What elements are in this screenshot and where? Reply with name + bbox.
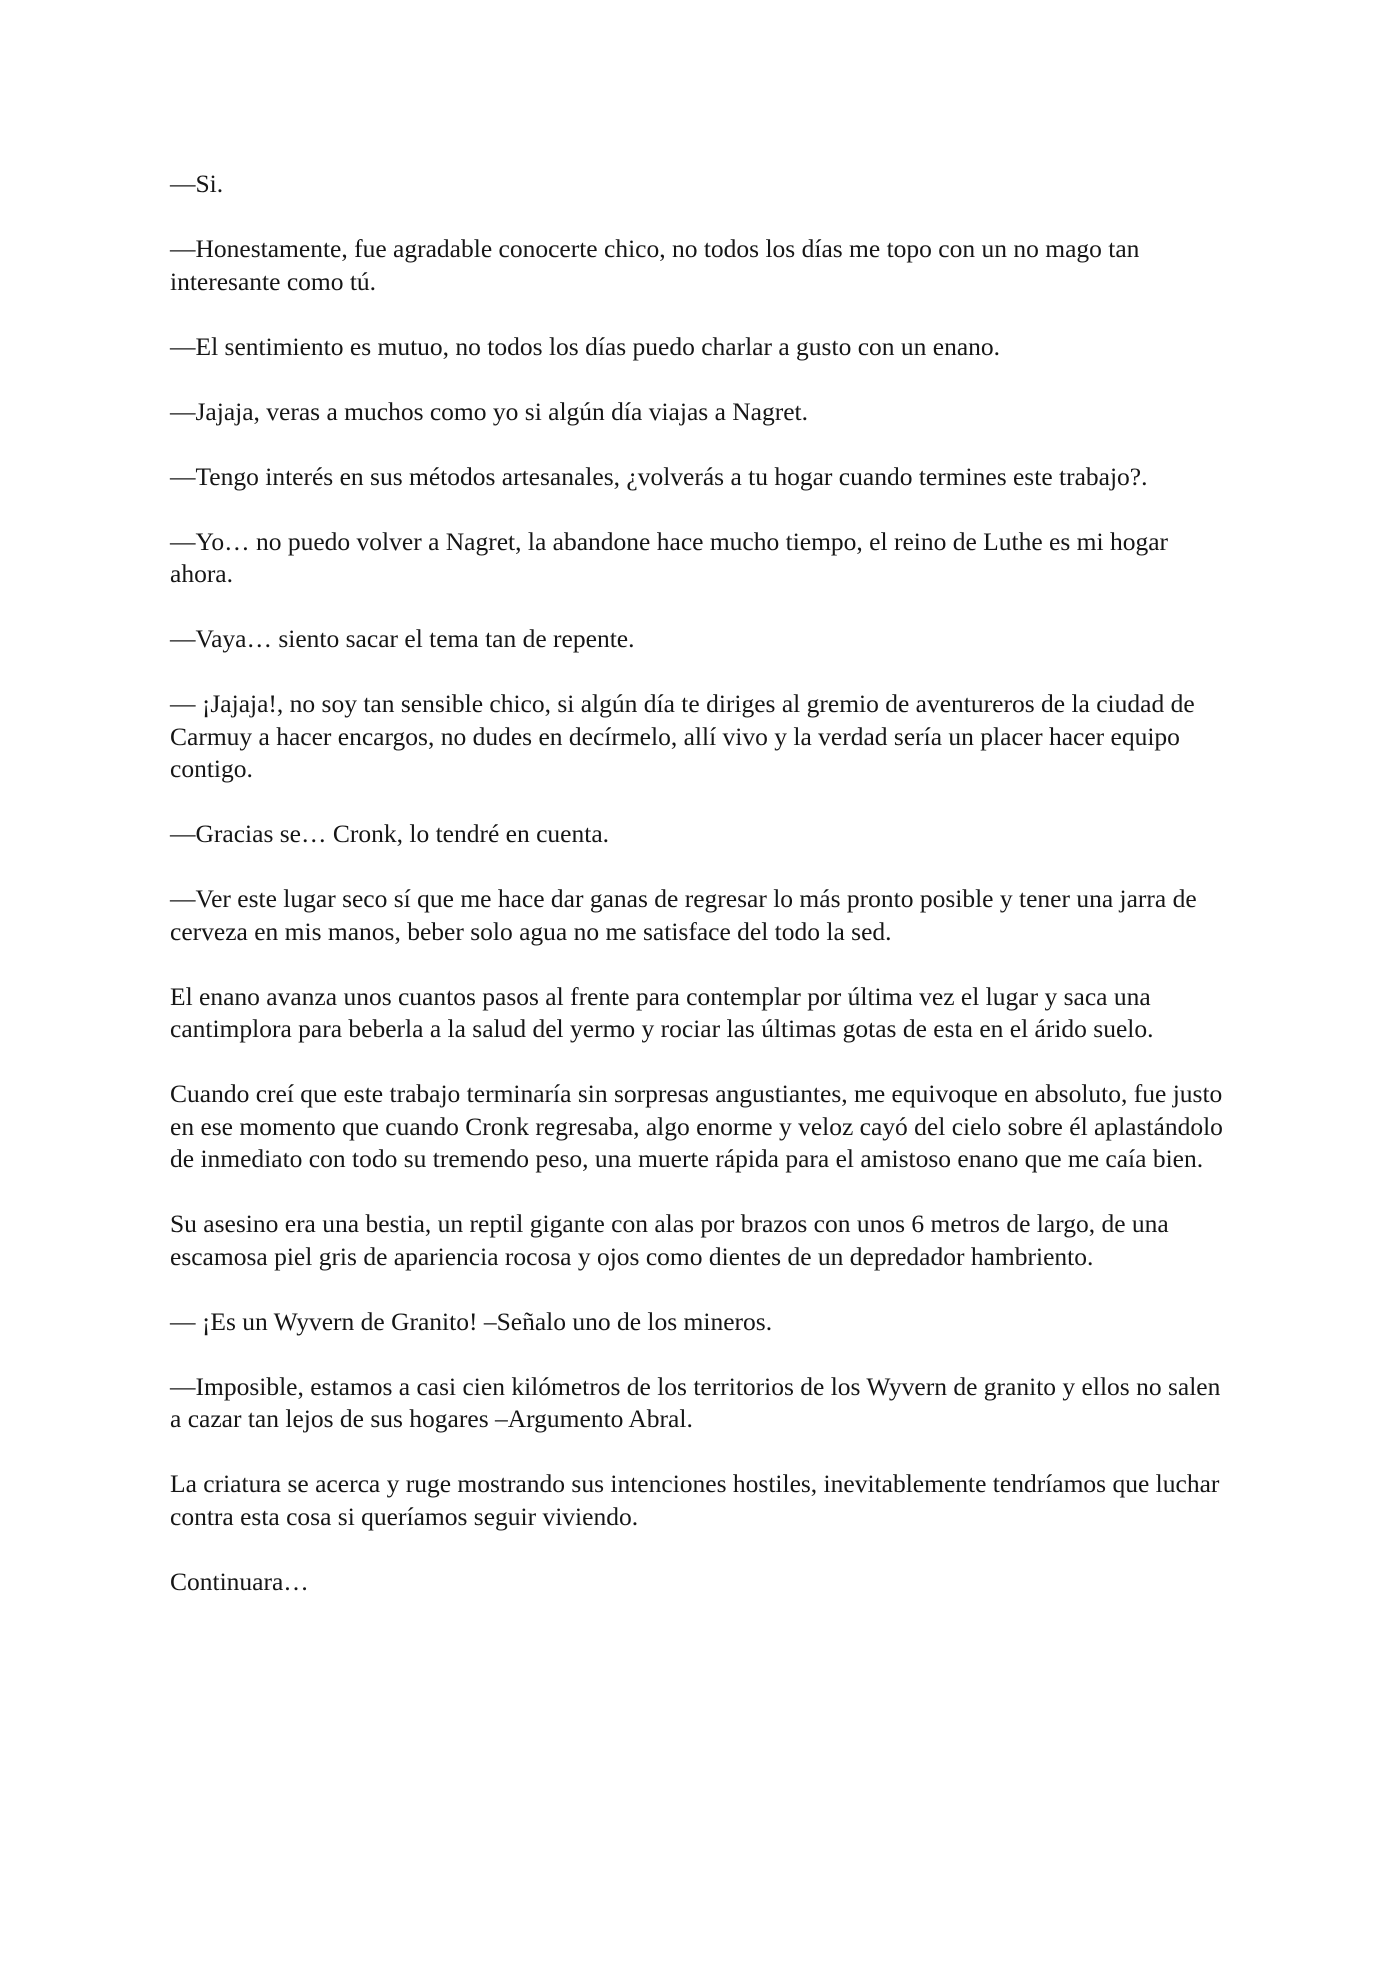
paragraph: —El sentimiento es mutuo, no todos los días puedo charlar a gusto con un enano. <box>170 331 1001 361</box>
paragraph: —Vaya… siento sacar el tema tan de repente. <box>170 624 635 653</box>
paragraph: —Ver este lugar seco sí que me hace dar ganas de regresar lo más pronto posible y tener una jarra de cerveza en mis manos, beber solo agua no me satisface del todo la sed. <box>170 884 1197 946</box>
paragraph: —Honestamente, fue agradable conocerte chico, no todos los días me topo con un no mago tan interesante como tú. <box>170 234 1140 296</box>
paragraph: —Gracias se… Cronk, lo tendré en cuenta. <box>170 819 610 848</box>
paragraph: —Tengo interés en sus métodos artesanales, ¿volverás a tu hogar cuando termines este trabajo?. <box>170 461 1148 491</box>
paragraph: —Jajaja, veras a muchos como yo si algún día viajas a Nagret. <box>170 396 809 426</box>
paragraph: La criatura se acerca y ruge mostrando sus intenciones hostiles, inevitablemente tendríamos que luchar contra esta cosa si queríamos seguir viviendo. <box>170 1469 1220 1531</box>
paragraph: El enano avanza unos cuantos pasos al frente para contemplar por última vez el lugar y saca una cantimplora para beberla a la salud del yermo y rociar las últimas gotas de esta en el árido suelo. <box>170 981 1154 1043</box>
paragraph: — ¡Jajaja!, no soy tan sensible chico, si algún día te diriges al gremio de aventureros de la ciudad de Carmuy a hacer encargos, no dudes en decírmelo, allí vivo y la verdad sería un placer hacer equipo contigo. <box>170 689 1195 783</box>
paragraph: —Imposible, estamos a casi cien kilómetros de los territorios de los Wyvern de granito y ellos no salen a cazar tan lejos de sus hogares –Argumento Abral. <box>170 1371 1221 1433</box>
paragraph: —Yo… no puedo volver a Nagret, la abandone hace mucho tiempo, el reino de Luthe es mi hogar ahora. <box>170 526 1168 588</box>
paragraph: — ¡Es un Wyvern de Granito! –Señalo uno de los mineros. <box>170 1306 773 1336</box>
paragraph: Continuara… <box>170 1566 309 1596</box>
paragraph: Cuando creí que este trabajo terminaría sin sorpresas angustiantes, me equivoque en absoluto, fue justo en ese momento que cuando Cronk regresaba, algo enorme y veloz cayó del cielo sobre él aplastándolo de inmediato con todo su tremendo peso, una muerte rápida para el amistoso enano que me caía bien. <box>170 1079 1223 1173</box>
paragraph: —Si. <box>170 169 224 198</box>
paragraph: Su asesino era una bestia, un reptil gigante con alas por brazos con unos 6 metros de largo, de una escamosa piel gris de apariencia rocosa y ojos como dientes de un depredador hambriento. <box>170 1209 1169 1271</box>
document-body <box>170 168 1230 1631</box>
